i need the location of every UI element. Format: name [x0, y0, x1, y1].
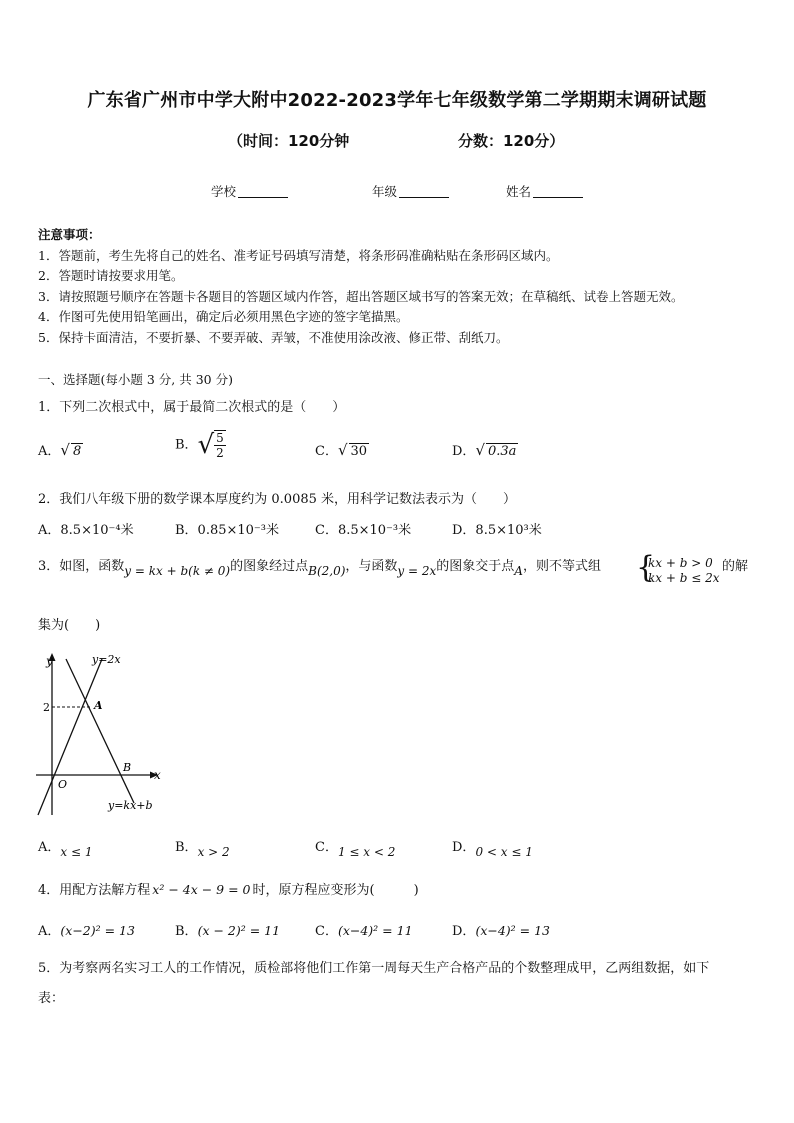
q4-option-d[interactable]	[452, 920, 550, 939]
stem-text: 时，原方程应变形为( )	[252, 883, 419, 898]
line-2-label: y=kx+b	[108, 799, 153, 812]
option-label: C．	[315, 840, 338, 855]
line-y-kx-b	[66, 659, 134, 803]
q2-option-c[interactable]: C．8.5×10⁻³米	[315, 523, 412, 538]
notice-item: 5．保持卡面清洁，不要折暴、不要弄破、弄皱，不准使用涂改液、修正带、刮纸刀。	[38, 330, 509, 345]
q2-option-a[interactable]: A．8.5×10⁻⁴米	[38, 523, 134, 538]
point-a: A	[514, 564, 523, 578]
option-value: x > 2	[197, 845, 230, 859]
exam-score: 分数：120分）	[458, 132, 565, 150]
notice-heading: 注意事项：	[38, 227, 101, 242]
option-value: (x−4)² = 13	[475, 923, 551, 938]
q3-option-d[interactable]	[452, 836, 533, 859]
option-label: C．	[315, 924, 338, 939]
stem-text: 的图象经过点	[230, 559, 309, 574]
fraction-denominator: 2	[216, 446, 224, 460]
question-2-stem: 2．我们八年级下册的数学课本厚度约为 0.0085 米，用科学记数法表示为（ ）	[38, 492, 517, 507]
point-b-label: B	[123, 761, 132, 774]
option-label: A．	[38, 444, 61, 459]
radicand: 0.3a	[488, 444, 517, 459]
fraction-numerator: 5	[216, 431, 224, 445]
option-label: B．	[175, 924, 198, 939]
line-1-label: y=2x	[92, 653, 121, 666]
option-value: (x − 2)² = 11	[197, 923, 281, 938]
option-label: B．	[175, 437, 198, 453]
question-5-stem: 5．为考察两名实习工人的工作情况，质检部将他们工作第一周每天生产合格产品的个数整理成甲，乙两组数据，如下	[38, 961, 710, 976]
stem-text: ，则不等式组	[522, 559, 601, 574]
equation: x² − 4x − 9 = 0	[152, 882, 251, 897]
stem-text: ，与函数	[345, 559, 398, 574]
page-title: 广东省广州市中学大附中2022-2023学年七年级数学第二学期期末调研试题	[87, 90, 707, 111]
stem-text: 的解	[722, 559, 749, 574]
question-4-stem	[38, 879, 419, 898]
name-blank[interactable]	[533, 185, 583, 198]
x-label: x	[154, 768, 161, 782]
question-1-stem: 1．下列二次根式中，属于最简二次根式的是（ ）	[38, 400, 346, 415]
option-label: B．	[175, 840, 198, 855]
option-label: D．	[452, 924, 476, 939]
line-y-2x	[38, 659, 102, 815]
option-label: D．	[452, 444, 476, 459]
option-value: x ≤ 1	[60, 845, 93, 859]
notice-item: 2．答题时请按要求用笔。	[38, 268, 184, 283]
q2-option-b[interactable]: B．0.85×10⁻³米	[175, 523, 280, 538]
q1-option-a[interactable]: A．√ 8	[38, 441, 82, 459]
inequality-2: kx + b ≤ 2x	[648, 571, 720, 585]
q1-option-c[interactable]: C．√ 30	[315, 441, 368, 459]
school-label: 学校	[211, 184, 237, 199]
radicand: 30	[350, 444, 368, 459]
q4-option-a[interactable]	[38, 920, 135, 939]
q4-option-b[interactable]	[175, 920, 280, 939]
school-blank[interactable]	[238, 185, 288, 198]
q3-option-b[interactable]	[175, 836, 230, 859]
point-a-label: A	[94, 699, 103, 712]
q2-option-d[interactable]: D．8.5×10³米	[452, 523, 542, 538]
point-b: B(2,0)	[308, 564, 346, 578]
notice-item: 4．作图可先使用铅笔画出，确定后必须用黑色字迹的签字笔描黑。	[38, 309, 409, 324]
option-label: C．	[315, 444, 338, 459]
grade-label: 年级	[372, 184, 398, 199]
option-value: (x−4)² = 11	[337, 923, 413, 938]
y-label: y	[46, 654, 53, 668]
stem-text: 4．用配方法解方程	[38, 883, 151, 898]
q3-option-a[interactable]	[38, 836, 93, 859]
option-label: D．	[452, 840, 476, 855]
option-label: A．	[38, 924, 61, 939]
radicand: 8	[72, 444, 82, 459]
stem-text: 3．如图，函数	[38, 559, 125, 574]
function-1: y = kx + b(k ≠ 0)	[124, 564, 231, 578]
option-value: 0 < x ≤ 1	[475, 845, 533, 859]
question-5-stem-cont: 表：	[38, 991, 65, 1006]
section-heading: 一、选择题(每小题 3 分, 共 30 分)	[38, 372, 233, 387]
stem-text: 的图象交于点	[436, 559, 515, 574]
q1-option-d[interactable]: D．√ 0.3a	[452, 441, 517, 459]
option-label: A．	[38, 840, 61, 855]
q4-option-c[interactable]	[315, 920, 413, 939]
option-value: 1 ≤ x < 2	[337, 845, 396, 859]
q1-option-b[interactable]: B．√ $\frac{5}{2}$	[175, 430, 224, 460]
exam-time: （时间：120分钟	[228, 132, 350, 150]
inequality-system: { kx + b > 0 kx + b ≤ 2x	[636, 550, 720, 585]
inequality-1: kx + b > 0	[648, 556, 713, 570]
question-3-stem	[38, 555, 601, 578]
notice-item: 1．答题前，考生先将自己的姓名、准考证号码填写清楚，将条形码准确粘贴在条形码区域内。	[38, 248, 559, 263]
option-value: (x−2)² = 13	[60, 923, 135, 938]
stem-text: 集为( )	[38, 618, 101, 633]
name-field	[506, 182, 583, 200]
school-field	[211, 182, 288, 200]
name-label: 姓名	[506, 184, 532, 199]
q3-option-c[interactable]	[315, 836, 396, 859]
grade-blank[interactable]	[399, 185, 449, 198]
function-graph	[30, 645, 170, 820]
origin-label: O	[58, 778, 68, 791]
function-2: y = 2x	[397, 564, 437, 578]
notice-item: 3．请按照题号顺序在答题卡各题目的答题区域内作答，超出答题区域书写的答案无效；在草稿纸、试卷上答题无效。	[38, 289, 684, 304]
tick-label-2: 2	[43, 701, 50, 714]
grade-field	[372, 182, 449, 200]
